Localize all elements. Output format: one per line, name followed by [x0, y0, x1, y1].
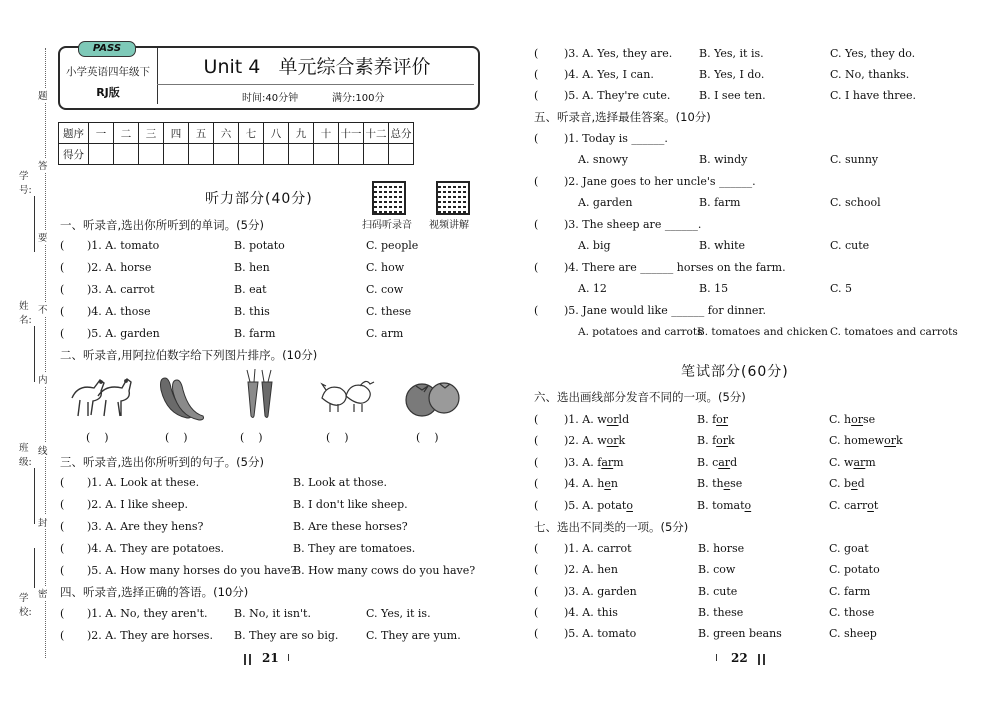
- seal-char: 密: [38, 586, 48, 600]
- question-item: )3. A. Yes, they are.: [564, 47, 673, 60]
- question-item: )2. A. work: [564, 434, 626, 447]
- qr-code-video-icon[interactable]: [436, 181, 470, 215]
- paren: (: [534, 68, 539, 81]
- question-item: )1. A. world: [564, 413, 630, 426]
- section-5-title: 五、听录音,选择最佳答案。(10分): [534, 110, 711, 124]
- paren: (: [60, 498, 65, 511]
- score-row-label: 题序: [59, 123, 89, 144]
- question-item: )4. A. They are potatoes.: [87, 542, 225, 555]
- option-c[interactable]: C. homework: [829, 434, 903, 447]
- score-cell[interactable]: [89, 144, 114, 165]
- question-item: )5. A. They're cute.: [564, 89, 671, 102]
- option-c[interactable]: C. cute: [830, 239, 870, 252]
- option-b[interactable]: B. potato: [234, 239, 285, 252]
- score-table: [58, 122, 414, 165]
- option-c[interactable]: C. these: [366, 305, 412, 318]
- label-xingming: 姓名:: [19, 301, 32, 326]
- time-limit: 时间:40分钟: [242, 93, 299, 104]
- option-c[interactable]: C. They are yum.: [366, 629, 461, 642]
- paren: (: [534, 585, 539, 598]
- option-b[interactable]: B. cow: [698, 563, 736, 576]
- score-cell[interactable]: [114, 144, 139, 165]
- page-marker-right: [758, 654, 765, 665]
- section-2-title: 二、听录音,用阿拉伯数字给下列图片排序。(10分): [60, 348, 318, 362]
- option-b[interactable]: B. Yes, I do.: [699, 68, 765, 81]
- picture-strip: [60, 368, 480, 422]
- option-b[interactable]: B. How many cows do you have?: [293, 564, 476, 577]
- full-score: 满分:100分: [332, 93, 385, 104]
- score-table-header-row: [59, 123, 414, 144]
- option-c[interactable]: C. people: [366, 239, 419, 252]
- paren: (: [534, 47, 539, 60]
- question-item: )5. A. tomato: [564, 627, 637, 640]
- line-xingming: [34, 326, 35, 382]
- page-marker-left-end: [288, 654, 289, 661]
- option-b[interactable]: B. farm: [699, 196, 741, 209]
- score-cell[interactable]: [139, 144, 164, 165]
- option-c[interactable]: C. Yes, they do.: [830, 47, 916, 60]
- paren: (: [534, 477, 539, 490]
- score-cell[interactable]: [289, 144, 314, 165]
- paren: (: [60, 305, 65, 318]
- option-b[interactable]: B. Look at those.: [293, 476, 388, 489]
- option-a[interactable]: A. potatoes and carrots: [578, 326, 703, 338]
- section-1-title: 一、听录音,选出你所听到的单词。(5分): [60, 218, 264, 232]
- seal-char: 要: [38, 230, 48, 244]
- seal-char: 线: [38, 443, 48, 457]
- option-a[interactable]: A. snowy: [578, 153, 628, 166]
- paren: (: [60, 476, 65, 489]
- paren: (: [534, 413, 539, 426]
- pass-logo: PASS: [78, 41, 136, 57]
- option-c[interactable]: C. I have three.: [830, 89, 917, 102]
- seal-char: 内: [38, 372, 48, 386]
- option-c[interactable]: C. sheep: [829, 627, 877, 640]
- paren: (: [534, 542, 539, 555]
- paren: (: [60, 283, 65, 296]
- question-stem: )5. Jane would like ______ for dinner.: [564, 304, 766, 317]
- option-b[interactable]: B. this: [234, 305, 270, 318]
- option-b[interactable]: B. I see ten.: [699, 89, 766, 102]
- score-col: 总分: [389, 123, 414, 144]
- section-6-title: 六、选出画线部分发音不同的一项。(5分): [534, 390, 746, 404]
- paren: (: [534, 218, 539, 231]
- paren: (: [534, 175, 539, 188]
- score-cell[interactable]: [364, 144, 389, 165]
- carrots-icon: [247, 369, 272, 418]
- line-xuexiao: [34, 548, 35, 588]
- option-a[interactable]: A. garden: [578, 196, 633, 209]
- paren: (: [60, 629, 65, 642]
- tomatoes-icon: [406, 383, 459, 416]
- line-xuehao: [34, 196, 35, 252]
- paren: (: [534, 89, 539, 102]
- order-blank[interactable]: ( ): [240, 431, 263, 444]
- paren: (: [534, 499, 539, 512]
- score-cell[interactable]: [339, 144, 364, 165]
- score-col: 五: [189, 123, 214, 144]
- option-c[interactable]: C. tomatoes and carrots: [830, 326, 958, 338]
- option-c[interactable]: C. arm: [366, 327, 404, 340]
- score-cell[interactable]: [239, 144, 264, 165]
- score-cell[interactable]: [314, 144, 339, 165]
- paren: (: [534, 304, 539, 317]
- score-col: 四: [164, 123, 189, 144]
- line-banji: [34, 468, 35, 524]
- option-b[interactable]: B. They are tomatoes.: [293, 542, 416, 555]
- score-col: 十二: [364, 123, 389, 144]
- score-col: 一: [89, 123, 114, 144]
- score-col: 九: [289, 123, 314, 144]
- order-blank[interactable]: ( ): [416, 431, 439, 444]
- score-cell[interactable]: [214, 144, 239, 165]
- option-c[interactable]: C. potato: [829, 563, 880, 576]
- option-b[interactable]: B. windy: [699, 153, 748, 166]
- paren: (: [534, 132, 539, 145]
- question-item: )1. A. No, they aren't.: [87, 607, 208, 620]
- question-item: )2. A. horse: [87, 261, 152, 274]
- paren: (: [60, 261, 65, 274]
- header-hline: [157, 84, 474, 85]
- option-c[interactable]: C. No, thanks.: [830, 68, 910, 81]
- option-c[interactable]: C. cow: [366, 283, 404, 296]
- page-title: Unit 4 单元综合素养评价: [203, 56, 431, 78]
- score-col: 八: [264, 123, 289, 144]
- option-c[interactable]: C. carrot: [829, 499, 879, 512]
- question-stem: )2. Jane goes to her uncle's ______.: [564, 175, 756, 188]
- paren: (: [534, 563, 539, 576]
- question-item: )1. A. Look at these.: [87, 476, 200, 489]
- option-c[interactable]: C. warm: [829, 456, 876, 469]
- section-3-title: 三、听录音,选出你所听到的句子。(5分): [60, 455, 264, 469]
- qr-video-label: 视频讲解: [429, 220, 469, 231]
- question-item: )4. A. hen: [564, 477, 618, 490]
- option-c[interactable]: C. Yes, it is.: [366, 607, 431, 620]
- paren: (: [534, 627, 539, 640]
- qr-audio-label: 扫码听录音: [362, 220, 412, 231]
- subject: 小学英语四年级下: [66, 66, 150, 78]
- score-col: 七: [239, 123, 264, 144]
- option-b[interactable]: B. tomato: [697, 499, 752, 512]
- question-item: )3. A. Are they hens?: [87, 520, 204, 533]
- option-c[interactable]: C. school: [830, 196, 881, 209]
- score-cell[interactable]: [389, 144, 414, 165]
- score-cell[interactable]: [164, 144, 189, 165]
- option-c[interactable]: C. bed: [829, 477, 865, 490]
- label-xuehao: 学号:: [19, 171, 32, 196]
- paren: (: [534, 456, 539, 469]
- question-stem: )3. The sheep are ______.: [564, 218, 702, 231]
- hens-icon: [322, 381, 374, 412]
- question-item: )5. A. garden: [87, 327, 160, 340]
- option-b[interactable]: B. fork: [697, 434, 735, 447]
- option-b[interactable]: B. these: [697, 477, 743, 490]
- page-number-left: 21: [262, 651, 279, 665]
- option-b[interactable]: B. I don't like sheep.: [293, 498, 408, 511]
- seal-char: 封: [38, 515, 48, 529]
- question-item: )3. A. garden: [564, 585, 637, 598]
- score-col: 十一: [339, 123, 364, 144]
- writing-title: 笔试部分(60分): [681, 364, 789, 380]
- question-item: )1. A. tomato: [87, 239, 160, 252]
- seal-char: 题: [38, 88, 48, 102]
- option-c[interactable]: C. those: [829, 606, 875, 619]
- score-table-score-row: [59, 144, 414, 165]
- question-item: )2. A. hen: [564, 563, 618, 576]
- option-c[interactable]: C. 5: [830, 282, 853, 295]
- option-b[interactable]: B. for: [697, 413, 729, 426]
- option-a[interactable]: A. 12: [578, 282, 607, 295]
- option-b[interactable]: B. No, it isn't.: [234, 607, 311, 620]
- question-stem: )1. Today is ______.: [564, 132, 668, 145]
- option-b[interactable]: B. white: [699, 239, 746, 252]
- question-item: )4. A. Yes, I can.: [564, 68, 654, 81]
- order-blank[interactable]: ( ): [86, 431, 109, 444]
- score-cell[interactable]: [189, 144, 214, 165]
- header-divider: [157, 48, 158, 104]
- label-xuexiao: 学校:: [19, 593, 32, 618]
- option-b[interactable]: B. farm: [234, 327, 276, 340]
- paren: (: [60, 520, 65, 533]
- score-row-label: 得分: [59, 144, 89, 165]
- question-stem: )4. There are ______ horses on the farm.: [564, 261, 786, 274]
- score-col: 二: [114, 123, 139, 144]
- question-item: )4. A. this: [564, 606, 618, 619]
- paren: (: [60, 542, 65, 555]
- order-blank[interactable]: ( ): [165, 431, 188, 444]
- option-b[interactable]: B. Yes, it is.: [699, 47, 764, 60]
- question-item: )2. A. They are horses.: [87, 629, 213, 642]
- beans-icon: [161, 378, 204, 420]
- question-item: )5. A. How many horses do you have?: [87, 564, 297, 577]
- question-item: )2. A. I like sheep.: [87, 498, 189, 511]
- score-col: 三: [139, 123, 164, 144]
- seal-char: 答: [38, 158, 48, 172]
- question-item: )3. A. farm: [564, 456, 624, 469]
- option-b[interactable]: B. green beans: [698, 627, 782, 640]
- question-item: )5. A. potato: [564, 499, 633, 512]
- label-banji: 班级:: [19, 443, 32, 468]
- paren: (: [534, 434, 539, 447]
- option-c[interactable]: C. sunny: [830, 153, 879, 166]
- score-cell[interactable]: [264, 144, 289, 165]
- listening-title: 听力部分(40分): [205, 191, 313, 207]
- paren: (: [60, 607, 65, 620]
- section-4-title: 四、听录音,选择正确的答语。(10分): [60, 585, 249, 599]
- paren: (: [60, 327, 65, 340]
- option-c[interactable]: C. how: [366, 261, 405, 274]
- qr-code-audio-icon[interactable]: [372, 181, 406, 215]
- option-b[interactable]: B. horse: [698, 542, 745, 555]
- score-col: 六: [214, 123, 239, 144]
- seal-dotted-line: [45, 48, 46, 658]
- page-marker-left: [244, 654, 251, 665]
- seal-char: 不: [38, 302, 48, 316]
- question-item: )3. A. carrot: [87, 283, 155, 296]
- option-c[interactable]: C. goat: [829, 542, 869, 555]
- option-b[interactable]: B. tomatoes and chicken: [697, 326, 828, 338]
- paren: (: [534, 261, 539, 274]
- score-col: 十: [314, 123, 339, 144]
- section-7-title: 七、选出不同类的一项。(5分): [534, 520, 689, 534]
- option-c[interactable]: C. farm: [829, 585, 871, 598]
- paren: (: [60, 239, 65, 252]
- option-b[interactable]: B. They are so big.: [234, 629, 339, 642]
- option-b[interactable]: B. card: [697, 456, 738, 469]
- question-item: )1. A. carrot: [564, 542, 632, 555]
- question-item: )4. A. those: [87, 305, 151, 318]
- option-b[interactable]: B. Are these horses?: [293, 520, 408, 533]
- edition: RJ版: [96, 86, 120, 99]
- page-marker-right-start: [716, 654, 717, 661]
- option-a[interactable]: A. big: [578, 239, 611, 252]
- option-b[interactable]: B. hen: [234, 261, 270, 274]
- paren: (: [534, 606, 539, 619]
- order-blank[interactable]: ( ): [326, 431, 349, 444]
- option-b[interactable]: B. cute: [698, 585, 738, 598]
- option-b[interactable]: B. eat: [234, 283, 267, 296]
- horses-icon: [72, 379, 131, 416]
- option-b[interactable]: B. these: [698, 606, 744, 619]
- option-c[interactable]: C. horse: [829, 413, 876, 426]
- paren: (: [60, 564, 65, 577]
- page-number-right: 22: [731, 651, 748, 665]
- option-b[interactable]: B. 15: [699, 282, 729, 295]
